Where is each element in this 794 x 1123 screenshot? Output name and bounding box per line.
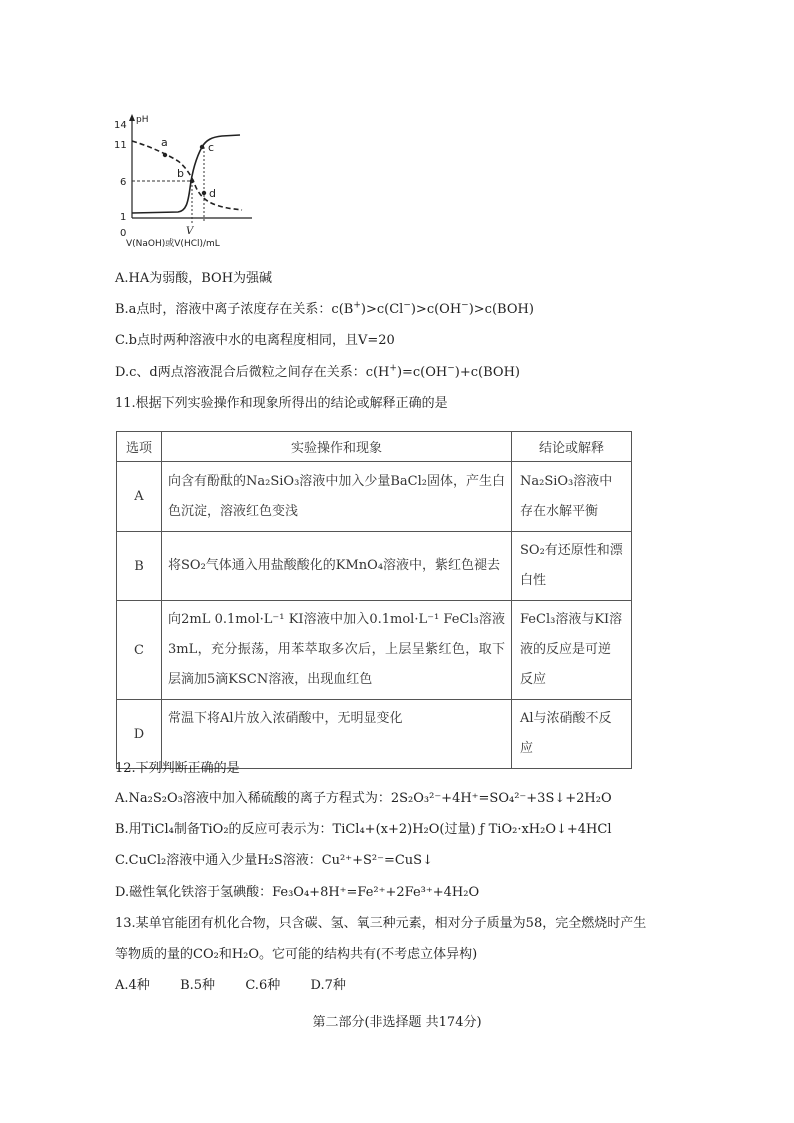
point-d bbox=[202, 191, 206, 195]
row-operation: 将SO₂气体通入用盐酸酸化的KMnO₄溶液中，紫红色褪去 bbox=[162, 532, 512, 601]
q10-option-d: D.c、d两点溶液混合后微粒之间存在关系：c(H+)=c(OH−)+c(BOH) bbox=[115, 363, 520, 380]
row-conclusion: FeCl₃溶液与KI溶液的反应是可逆反应 bbox=[512, 601, 632, 700]
row-operation: 常温下将Al片放入浓硝酸中，无明显变化 bbox=[162, 700, 512, 769]
q13-option-b: B.5种 bbox=[180, 978, 216, 993]
q13-option-c: C.6种 bbox=[245, 978, 281, 993]
y-tick-0: 0 bbox=[120, 228, 127, 239]
row-operation: 向2mL 0.1mol·L⁻¹ KI溶液中加入0.1mol·L⁻¹ FeCl₃溶液3mL，充分振荡，用苯萃取多次后，上层呈紫红色，取下层滴加5滴KSCN溶液，出现血红色 bbox=[162, 601, 512, 700]
q10-option-a: A.HA为弱酸，BOH为强碱 bbox=[115, 271, 273, 286]
q12-option-a: A.Na₂S₂O₃溶液中加入稀硫酸的离子方程式为：2S₂O₃²⁻+4H⁺=SO₄²⁻+3S↓+2H₂O bbox=[115, 791, 612, 806]
table-header-row bbox=[117, 432, 632, 462]
curve-base-titration bbox=[132, 141, 242, 210]
q11-table bbox=[116, 431, 632, 769]
q12-option-d: D.磁性氧化铁溶于氢碘酸：Fe₃O₄+8H⁺=Fe²⁺+2Fe³⁺+4H₂O bbox=[115, 885, 480, 900]
row-option: D bbox=[117, 700, 162, 769]
q13-question-line1: 13.某单官能团有机化合物，只含碳、氢、氧三种元素，相对分子质量为58，完全燃烧时产生 bbox=[115, 916, 647, 931]
label-d: d bbox=[209, 187, 216, 200]
table-row bbox=[117, 700, 632, 769]
table-row bbox=[117, 532, 632, 601]
section-footer: 第二部分(非选择题 共174分) bbox=[312, 1015, 482, 1030]
y-axis-arrow bbox=[129, 114, 135, 121]
header-conclusion: 结论或解释 bbox=[512, 432, 632, 462]
q13-options bbox=[115, 977, 346, 995]
header-option: 选项 bbox=[117, 432, 162, 462]
table-row bbox=[117, 462, 632, 532]
x-axis-label: V(NaOH)或V(HCl)/mL bbox=[126, 239, 220, 249]
point-c bbox=[200, 145, 204, 149]
q12-option-b: B.用TiCl₄制备TiO₂的反应可表示为：TiCl₄+(x+2)H₂O(过量) ƒ TiO₂·xH₂O↓+4HCl bbox=[115, 822, 612, 837]
row-option: C bbox=[117, 601, 162, 700]
point-a bbox=[163, 153, 167, 157]
q12-option-c: C.CuCl₂溶液中通入少量H₂S溶液：Cu²⁺+S²⁻=CuS↓ bbox=[115, 853, 433, 868]
q13-option-a: A.4种 bbox=[115, 978, 150, 993]
table-row bbox=[117, 601, 632, 700]
y-tick-14: 14 bbox=[114, 120, 127, 131]
row-conclusion: Al与浓硝酸不反应 bbox=[512, 700, 632, 769]
row-option: A bbox=[117, 462, 162, 532]
x-tick-v: V bbox=[186, 226, 194, 237]
q13-option-d: D.7种 bbox=[310, 978, 346, 993]
q10-option-c: C.b点时两种溶液中水的电离程度相同，且V=20 bbox=[115, 333, 395, 348]
header-operation: 实验操作和现象 bbox=[162, 432, 512, 462]
row-conclusion: Na₂SiO₃溶液中存在水解平衡 bbox=[512, 462, 632, 532]
q13-question-line2: 等物质的量的CO₂和H₂O。它可能的结构共有(不考虑立体异构) bbox=[115, 947, 478, 962]
q10-option-b: B.a点时，溶液中离子浓度存在关系：c(B+)>c(Cl−)>c(OH−)>c(BOH) bbox=[115, 300, 534, 317]
titration-graph bbox=[112, 113, 292, 253]
q11-question: 11.根据下列实验操作和现象所得出的结论或解释正确的是 bbox=[115, 396, 448, 411]
y-tick-6: 6 bbox=[120, 177, 127, 188]
row-option: B bbox=[117, 532, 162, 601]
row-operation: 向含有酚酞的Na₂SiO₃溶液中加入少量BaCl₂固体，产生白色沉淀，溶液红色变浅 bbox=[162, 462, 512, 532]
y-tick-11: 11 bbox=[114, 140, 127, 151]
y-axis-label: pH bbox=[136, 115, 149, 125]
label-b: b bbox=[177, 167, 184, 180]
row-conclusion: SO₂有还原性和漂白性 bbox=[512, 532, 632, 601]
y-tick-1: 1 bbox=[120, 212, 127, 223]
point-b bbox=[190, 179, 194, 183]
label-c: c bbox=[208, 141, 215, 154]
label-a: a bbox=[161, 136, 168, 149]
q12-question: 12.下列判断正确的是 bbox=[115, 761, 240, 776]
